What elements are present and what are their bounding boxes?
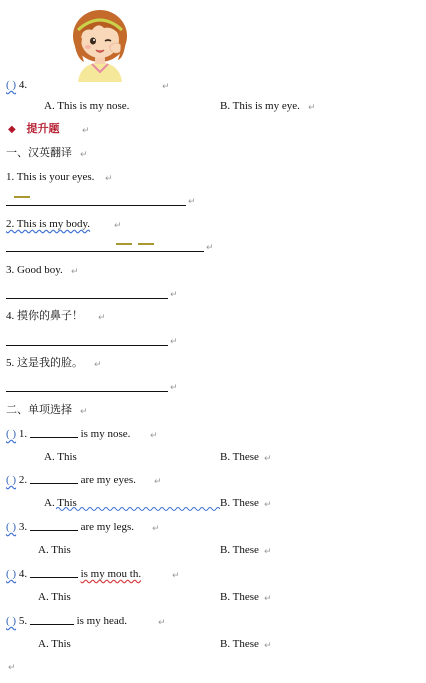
part2-heading: 二、单项选择 <box>6 404 72 416</box>
option-a: A. This <box>44 497 77 509</box>
paragraph-mark: ↵ <box>264 594 272 604</box>
answer-line[interactable] <box>6 205 186 206</box>
answer-paren[interactable]: ( ) <box>6 428 17 440</box>
answer-blank[interactable] <box>30 473 78 484</box>
option-b: B. These <box>220 544 259 556</box>
paragraph-mark: ↵ <box>264 454 272 464</box>
answer-blank[interactable] <box>30 567 78 578</box>
paragraph-mark: ↵ <box>8 663 16 673</box>
highlight-mark <box>14 196 30 198</box>
translate-item-5: 5. 这是我的脸。 <box>6 357 83 369</box>
paragraph-mark: ↵ <box>170 337 178 347</box>
paragraph-mark: ↵ <box>170 290 178 300</box>
paragraph-mark: ↵ <box>308 103 316 113</box>
answer-paren[interactable]: ( ) <box>6 521 17 533</box>
highlight-mark <box>138 243 154 245</box>
answer-line[interactable] <box>6 298 168 299</box>
answer-paren[interactable]: ( ) <box>6 615 17 627</box>
question-number: 4. <box>18 79 28 91</box>
paragraph-mark: ↵ <box>206 243 214 253</box>
option-b: B. These <box>220 451 259 463</box>
translate-item-1: 1. This is your eyes. <box>6 171 95 183</box>
paragraph-mark: ↵ <box>71 267 79 277</box>
paragraph-mark: ↵ <box>172 571 180 581</box>
answer-paren[interactable]: ( ) <box>6 79 17 91</box>
spelling-squiggle <box>56 506 220 512</box>
option-a: A. This is my nose. <box>44 100 130 112</box>
option-a: A. This <box>38 544 71 556</box>
paragraph-mark: ↵ <box>264 500 272 510</box>
highlight-mark <box>116 243 132 245</box>
paragraph-mark: ↵ <box>80 407 88 417</box>
paragraph-mark: ↵ <box>264 641 272 651</box>
translate-item-4: 4. 摸你的鼻子！ <box>6 310 83 322</box>
paragraph-mark: ↵ <box>152 524 160 534</box>
section-header <box>8 122 59 137</box>
girl-illustration <box>64 6 136 82</box>
paragraph-mark: ↵ <box>154 477 162 487</box>
choice-question-3: ( ) 3. are my legs. <box>6 521 135 533</box>
answer-blank[interactable] <box>52 614 74 625</box>
choice-question-4: ( ) 4. is my mou th. <box>6 568 142 580</box>
answer-blank[interactable] <box>30 614 52 625</box>
section-title: 提升题 <box>26 123 60 135</box>
answer-line[interactable] <box>6 345 168 346</box>
choice-question-1: ( ) 1. is my nose. <box>6 428 131 440</box>
paragraph-mark: ↵ <box>150 431 158 441</box>
paragraph-mark: ↵ <box>98 313 106 323</box>
paragraph-mark: ↵ <box>94 360 102 370</box>
answer-paren[interactable]: ( ) <box>6 568 17 580</box>
paragraph-mark: ↵ <box>170 383 178 393</box>
choice-question-2: ( ) 2. are my eyes. <box>6 474 136 486</box>
paragraph-mark: ↵ <box>264 547 272 557</box>
paragraph-mark: ↵ <box>105 174 113 184</box>
top-question-line <box>6 78 27 92</box>
diamond-icon: ◆ <box>8 124 16 135</box>
paragraph-mark: ↵ <box>162 82 170 92</box>
option-b: B. These <box>220 591 259 603</box>
answer-blank[interactable] <box>30 427 78 438</box>
paragraph-mark: ↵ <box>80 150 88 160</box>
paragraph-mark: ↵ <box>188 197 196 207</box>
part1-heading: 一、汉英翻译 <box>6 147 72 159</box>
option-a: A. This <box>44 451 77 463</box>
answer-line[interactable] <box>6 391 168 392</box>
translate-item-2: 2. This is my body. <box>6 218 91 230</box>
option-a: A. This <box>38 638 71 650</box>
paragraph-mark: ↵ <box>114 221 122 231</box>
paragraph-mark: ↵ <box>158 618 166 628</box>
answer-paren[interactable]: ( ) <box>6 474 17 486</box>
option-b: B. These <box>220 497 259 509</box>
option-a: A. This <box>38 591 71 603</box>
paragraph-mark: ↵ <box>82 126 90 136</box>
option-b: B. These <box>220 638 259 650</box>
option-b: B. This is my eye. <box>220 100 300 112</box>
answer-line[interactable] <box>6 251 204 252</box>
translate-item-3: 3. Good boy. <box>6 264 63 276</box>
choice-question-5: ( ) 5. is my head. <box>6 615 127 627</box>
answer-blank[interactable] <box>30 520 78 531</box>
